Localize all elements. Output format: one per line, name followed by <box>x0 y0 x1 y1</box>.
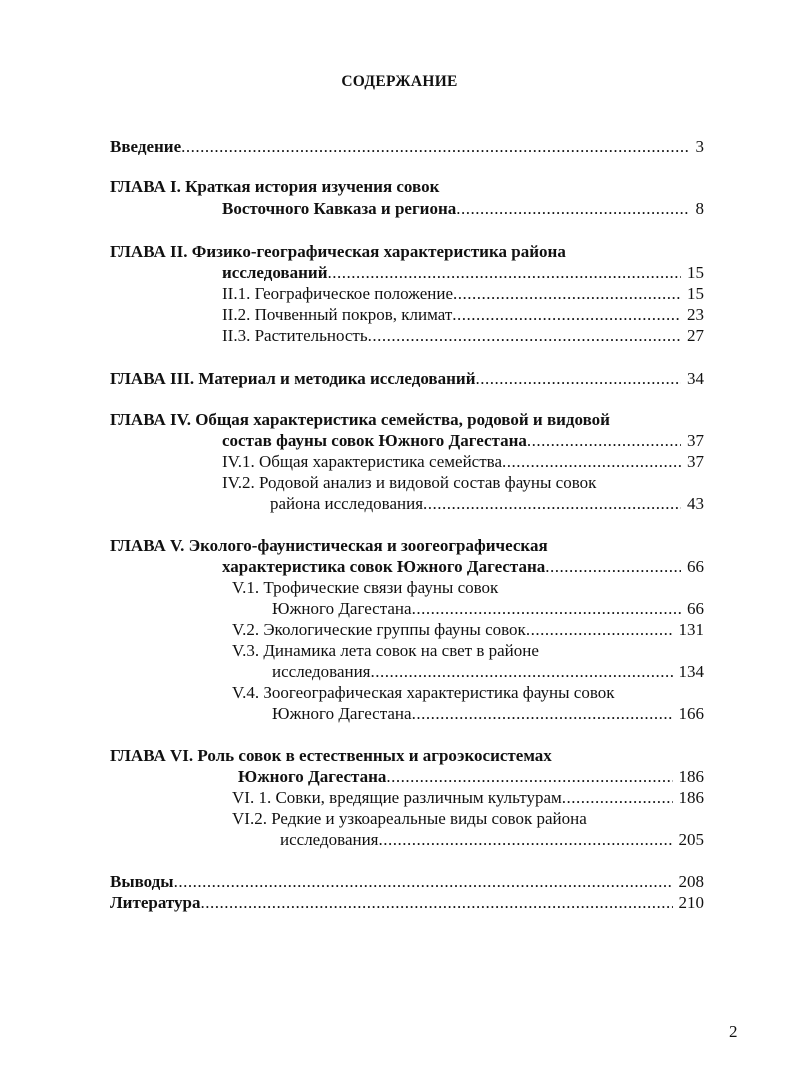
toc-entry-title: ГЛАВА IV. Общая характеристика семейства, родовой и видовой <box>110 410 610 429</box>
toc-entry <box>232 640 539 661</box>
dot-leader <box>386 766 672 787</box>
dot-leader <box>200 892 672 913</box>
toc-entry <box>238 766 704 787</box>
toc-entry <box>222 451 704 472</box>
toc-entry <box>110 136 704 157</box>
toc-entry-page: 66 <box>687 557 704 576</box>
dot-leader <box>527 430 681 451</box>
toc-entry <box>110 368 704 389</box>
toc-entry <box>222 430 704 451</box>
toc-entry-title: Южного Дагестана <box>238 767 387 786</box>
toc-entry-title: Восточного Кавказа и региона <box>222 199 457 218</box>
toc-entry-title: исследования <box>272 662 371 681</box>
dot-leader <box>545 556 681 577</box>
toc-entry-page: 37 <box>687 452 704 471</box>
toc-entry <box>222 304 704 325</box>
toc-entry-title: исследования <box>280 830 379 849</box>
toc-entry-page: 15 <box>687 263 704 282</box>
toc-entry-page: 208 <box>678 872 704 891</box>
toc-entry-title: V.4. Зоогеографическая характеристика фауны совок <box>232 683 615 702</box>
toc-entry <box>110 241 566 262</box>
dot-leader <box>452 304 681 325</box>
toc-entry-title: Введение <box>110 137 182 156</box>
toc-entry <box>272 703 704 724</box>
dot-leader <box>423 493 681 514</box>
toc-entry <box>110 535 548 556</box>
toc-entry-title: VI. 1. Совки, вредящие различным культурам <box>232 788 562 807</box>
dot-leader <box>328 262 682 283</box>
toc-entry-title: ГЛАВА V. Эколого-фаунистическая и зоогеографическая <box>110 536 548 555</box>
toc-entry-title: состав фауны совок Южного Дагестана <box>222 431 527 450</box>
toc-entry <box>272 661 704 682</box>
toc-entry <box>232 682 614 703</box>
toc-entry-title: Выводы <box>110 872 174 891</box>
toc-entry-title: характеристика совок Южного Дагестана <box>222 557 546 576</box>
toc-entry-title: V.3. Динамика лета совок на свет в районе <box>232 641 539 660</box>
toc-entry <box>222 283 704 304</box>
dot-leader <box>562 787 673 808</box>
dot-leader <box>181 136 689 157</box>
toc-entry-page: 43 <box>687 494 704 513</box>
toc-entry-page: 34 <box>687 369 704 388</box>
toc-entry-title: исследований <box>222 263 328 282</box>
toc-entry <box>222 472 596 493</box>
toc-entry-title: Литература <box>110 893 201 912</box>
toc-entry-title: II.2. Почвенный покров, климат <box>222 305 453 324</box>
toc-entry <box>232 577 498 598</box>
dot-leader <box>174 871 673 892</box>
dot-leader <box>456 198 689 219</box>
page-title: СОДЕРЖАНИЕ <box>341 73 458 90</box>
toc-entry <box>222 556 704 577</box>
toc-entry <box>222 325 704 346</box>
toc-entry <box>110 745 552 766</box>
toc-entry-title: V.1. Трофические связи фауны совок <box>232 578 499 597</box>
toc-entry-title: VI.2. Редкие и узкоареальные виды совок района <box>232 809 587 828</box>
dot-leader <box>453 283 681 304</box>
toc-entry <box>270 493 704 514</box>
toc-entry-title: ГЛАВА II. Физико-географическая характеристика района <box>110 242 566 261</box>
toc-entry-title: IV.2. Родовой анализ и видовой состав фауны совок <box>222 473 597 492</box>
toc-entry-page: 134 <box>678 662 704 681</box>
toc-entry-title: II.3. Растительность <box>222 326 368 345</box>
toc-entry-title: района исследования <box>270 494 424 513</box>
toc-entry <box>110 892 704 913</box>
toc-entry-page: 15 <box>687 284 704 303</box>
dot-leader <box>371 661 673 682</box>
toc-entry-page: 23 <box>687 305 704 324</box>
toc-entry <box>272 598 704 619</box>
toc-entry-title: ГЛАВА I. Краткая история изучения совок <box>110 177 440 196</box>
toc-entry-title: V.2. Экологические группы фауны совок <box>232 620 526 639</box>
toc-entry <box>280 829 704 850</box>
toc-entry <box>110 409 610 430</box>
dot-leader <box>379 829 673 850</box>
toc-entry <box>232 787 704 808</box>
toc-entry-page: 186 <box>678 767 704 786</box>
toc-entry-page: 205 <box>678 830 704 849</box>
toc-entry <box>110 176 439 197</box>
dot-leader <box>502 451 681 472</box>
toc-entry-page: 3 <box>695 137 704 156</box>
toc-entry-title: Южного Дагестана <box>272 599 412 618</box>
toc-entry <box>110 871 704 892</box>
dot-leader <box>412 703 673 724</box>
dot-leader <box>412 598 681 619</box>
toc-entry-page: 210 <box>678 893 704 912</box>
toc-entry <box>222 262 704 283</box>
page-number: 2 <box>729 1022 738 1041</box>
toc-entry-page: 166 <box>678 704 704 723</box>
dot-leader <box>526 619 673 640</box>
toc-entry <box>222 198 704 219</box>
toc-entry-title: ГЛАВА VI. Роль совок в естественных и агроэкосистемах <box>110 746 552 765</box>
toc-entry <box>232 619 704 640</box>
toc-entry-title: ГЛАВА III. Материал и методика исследований <box>110 369 476 388</box>
toc-entry-page: 186 <box>678 788 704 807</box>
dot-leader <box>368 325 681 346</box>
toc-entry-page: 8 <box>695 199 704 218</box>
toc-entry-page: 27 <box>687 326 704 345</box>
toc-entry-page: 37 <box>687 431 704 450</box>
toc-entry-page: 66 <box>687 599 704 618</box>
toc-entry-page: 131 <box>678 620 704 639</box>
toc-entry-title: Южного Дагестана <box>272 704 412 723</box>
toc-entry-title: IV.1. Общая характеристика семейства <box>222 452 502 471</box>
dot-leader <box>476 368 682 389</box>
toc-entry <box>232 808 587 829</box>
toc-entry-title: II.1. Географическое положение <box>222 284 453 303</box>
